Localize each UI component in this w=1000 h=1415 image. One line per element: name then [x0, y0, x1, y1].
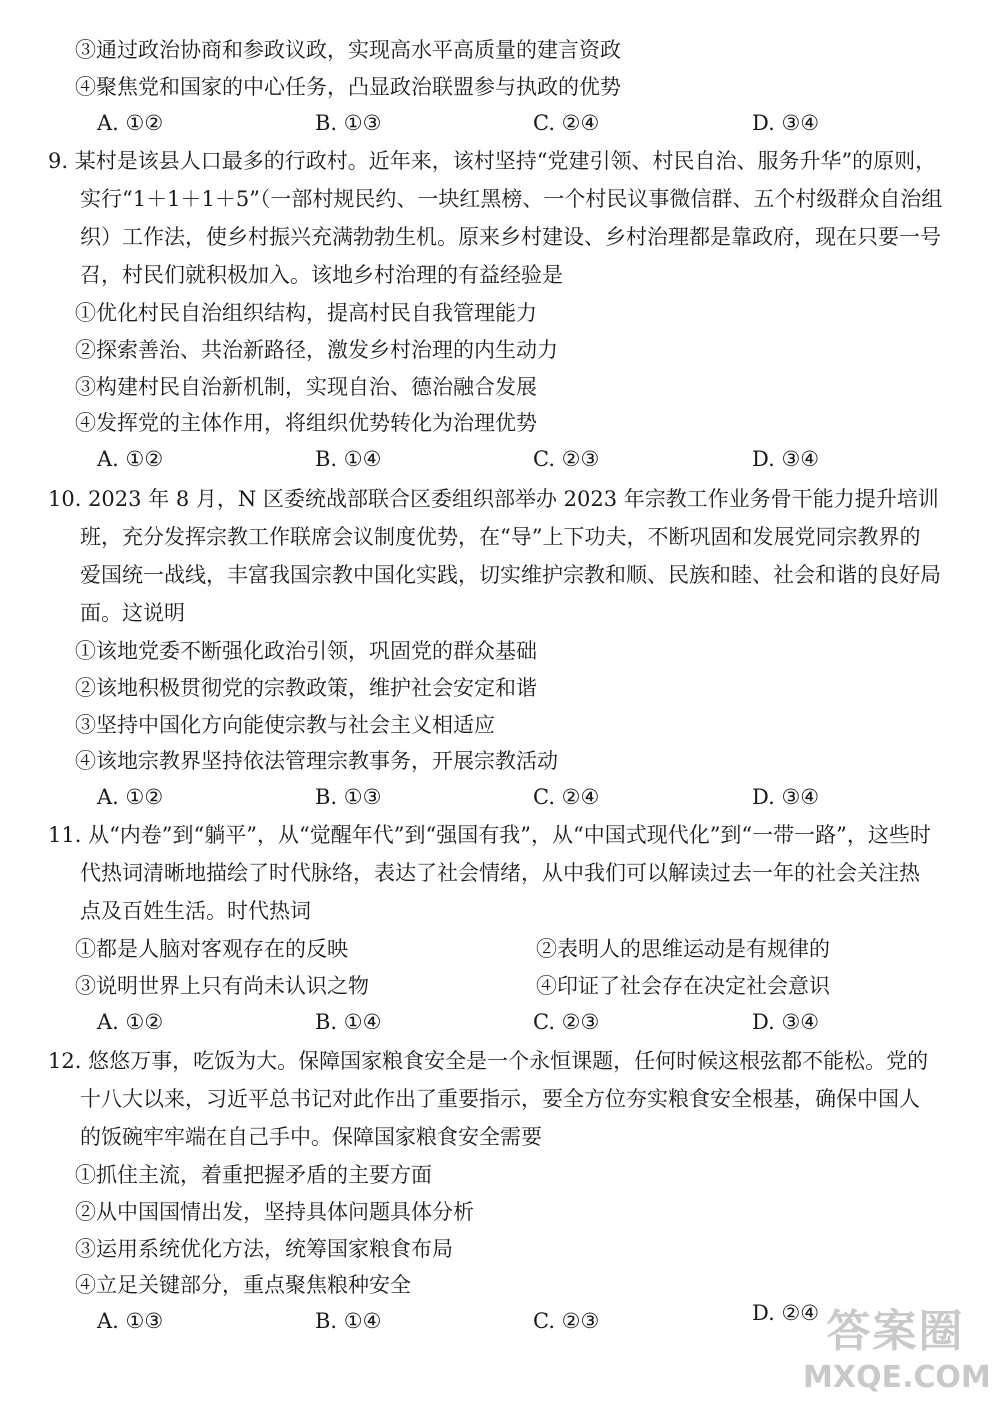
- question-stem-line: 10. 2023 年 8 月，N 区委统战部联合区委组织部举办 2023 年宗教工作业务骨干能力提升培训: [48, 487, 939, 511]
- choice-b: B. ①③: [315, 111, 382, 135]
- option-line: ④发挥党的主体作用，将组织优势转化为治理优势: [75, 411, 537, 435]
- choice-b: B. ①③: [315, 785, 382, 809]
- option-item: ④印证了社会存在决定社会意识: [536, 974, 830, 998]
- question-stem-line: 班，充分发挥宗教工作联席会议制度优势，在“导”上下功夫，不断巩固和发展党同宗教界的: [80, 525, 921, 549]
- watermark-logo: [803, 1304, 991, 1409]
- choice-b: B. ①④: [315, 1010, 382, 1034]
- question-stem-line: 11. 从“内卷”到“躺平”，从“觉醒年代”到“强国有我”，从“中国式现代化”到“一带一路”，这些时: [48, 823, 931, 847]
- choice-b: B. ①④: [315, 1309, 382, 1333]
- answer-choices: [0, 444, 1000, 474]
- choice-c: C. ②③: [533, 447, 600, 471]
- choice-a: A. ①②: [97, 1010, 164, 1034]
- option-line: ①该地党委不断强化政治引领，巩固党的群众基础: [75, 639, 537, 663]
- choice-b: B. ①④: [315, 447, 382, 471]
- question-stem-line: 织）工作法，使乡村振兴充满勃勃生机。原来乡村建设、乡村治理都是靠政府，现在只要一号: [80, 225, 941, 249]
- choice-d: D. ②④: [752, 1301, 820, 1325]
- choice-a: A. ①③: [97, 1309, 164, 1333]
- question-stem-line: 召，村民们就积极加入。该地乡村治理的有益经验是: [80, 263, 563, 287]
- choice-d: D. ③④: [752, 1010, 820, 1034]
- answer-choices: [0, 108, 1000, 138]
- option-line: ③通过政治协商和参政议政，实现高水平高质量的建言资政: [75, 38, 621, 62]
- option-item: ②表明人的思维运动是有规律的: [536, 937, 830, 961]
- choice-c: C. ②③: [533, 1010, 600, 1034]
- option-line: ④立足关键部分，重点聚焦粮种安全: [75, 1273, 411, 1297]
- option-line: ③坚持中国化方向能使宗教与社会主义相适应: [75, 713, 495, 737]
- choice-d: D. ③④: [752, 447, 820, 471]
- question-stem-line: 的饭碗牢牢端在自己手中。保障国家粮食安全需要: [80, 1125, 542, 1149]
- choice-a: A. ①②: [97, 785, 164, 809]
- question-stem-line: 面。这说明: [80, 601, 185, 625]
- question-stem-line: 爱国统一战线，丰富我国宗教中国化实践，切实维护宗教和顺、民族和睦、社会和谐的良好局: [80, 563, 941, 587]
- option-line: ②该地积极贯彻党的宗教政策，维护社会安定和谐: [75, 676, 537, 700]
- question-stem-line: 代热词清晰地描绘了时代脉络，表达了社会情绪，从中我们可以解读过去一年的社会关注热: [80, 861, 920, 885]
- choice-a: A. ①②: [97, 447, 164, 471]
- option-item: ①都是人脑对客观存在的反映: [75, 937, 348, 961]
- choice-d: D. ③④: [752, 111, 820, 135]
- answer-choices: [0, 1007, 1000, 1037]
- option-line: ①优化村民自治组织结构，提高村民自我管理能力: [75, 301, 537, 325]
- question-stem-line: 12. 悠悠万事，吃饭为大。保障国家粮食安全是一个永恒课题，任何时候这根弦都不能松。党的: [48, 1049, 929, 1073]
- choice-c: C. ②④: [533, 785, 600, 809]
- option-line: ③运用系统优化方法，统筹国家粮食布局: [75, 1237, 453, 1261]
- answer-choices: [0, 782, 1000, 812]
- option-row: [75, 971, 960, 1001]
- option-line: ④该地宗教界坚持依法管理宗教事务，开展宗教活动: [75, 749, 558, 773]
- option-line: ②从中国国情出发，坚持具体问题具体分析: [75, 1200, 474, 1224]
- choice-c: C. ②④: [533, 111, 600, 135]
- option-line: ②探索善治、共治新路径，激发乡村治理的内生动力: [75, 338, 558, 362]
- question-stem-line: 实行“1＋1＋1＋5”（一部村规民约、一块红黑榜、一个村民议事微信群、五个村级群众自治组: [80, 187, 943, 211]
- option-item: ③说明世界上只有尚未认识之物: [75, 974, 369, 998]
- option-line: ④聚焦党和国家的中心任务，凸显政治联盟参与执政的优势: [75, 75, 621, 99]
- choice-c: C. ②③: [533, 1309, 600, 1333]
- choice-d: D. ③④: [752, 785, 820, 809]
- watermark-url: MXQE.COM: [803, 1360, 991, 1395]
- question-stem-line: 点及百姓生活。时代热词: [80, 899, 311, 923]
- option-line: ①抓住主流，着重把握矛盾的主要方面: [75, 1163, 432, 1187]
- choice-a: A. ①②: [97, 111, 164, 135]
- question-stem-line: 十八大以来，习近平总书记对此作出了重要指示，要全方位夯实粮食安全根基，确保中国人: [80, 1087, 920, 1111]
- watermark-logo-text: 答案圈: [826, 1306, 965, 1357]
- option-line: ③构建村民自治新机制，实现自治、德治融合发展: [75, 375, 537, 399]
- option-row: [75, 934, 960, 964]
- question-stem-line: 9. 某村是该县人口最多的行政村。近年来，该村坚持“党建引领、村民自治、服务升华”的原则，: [48, 149, 937, 173]
